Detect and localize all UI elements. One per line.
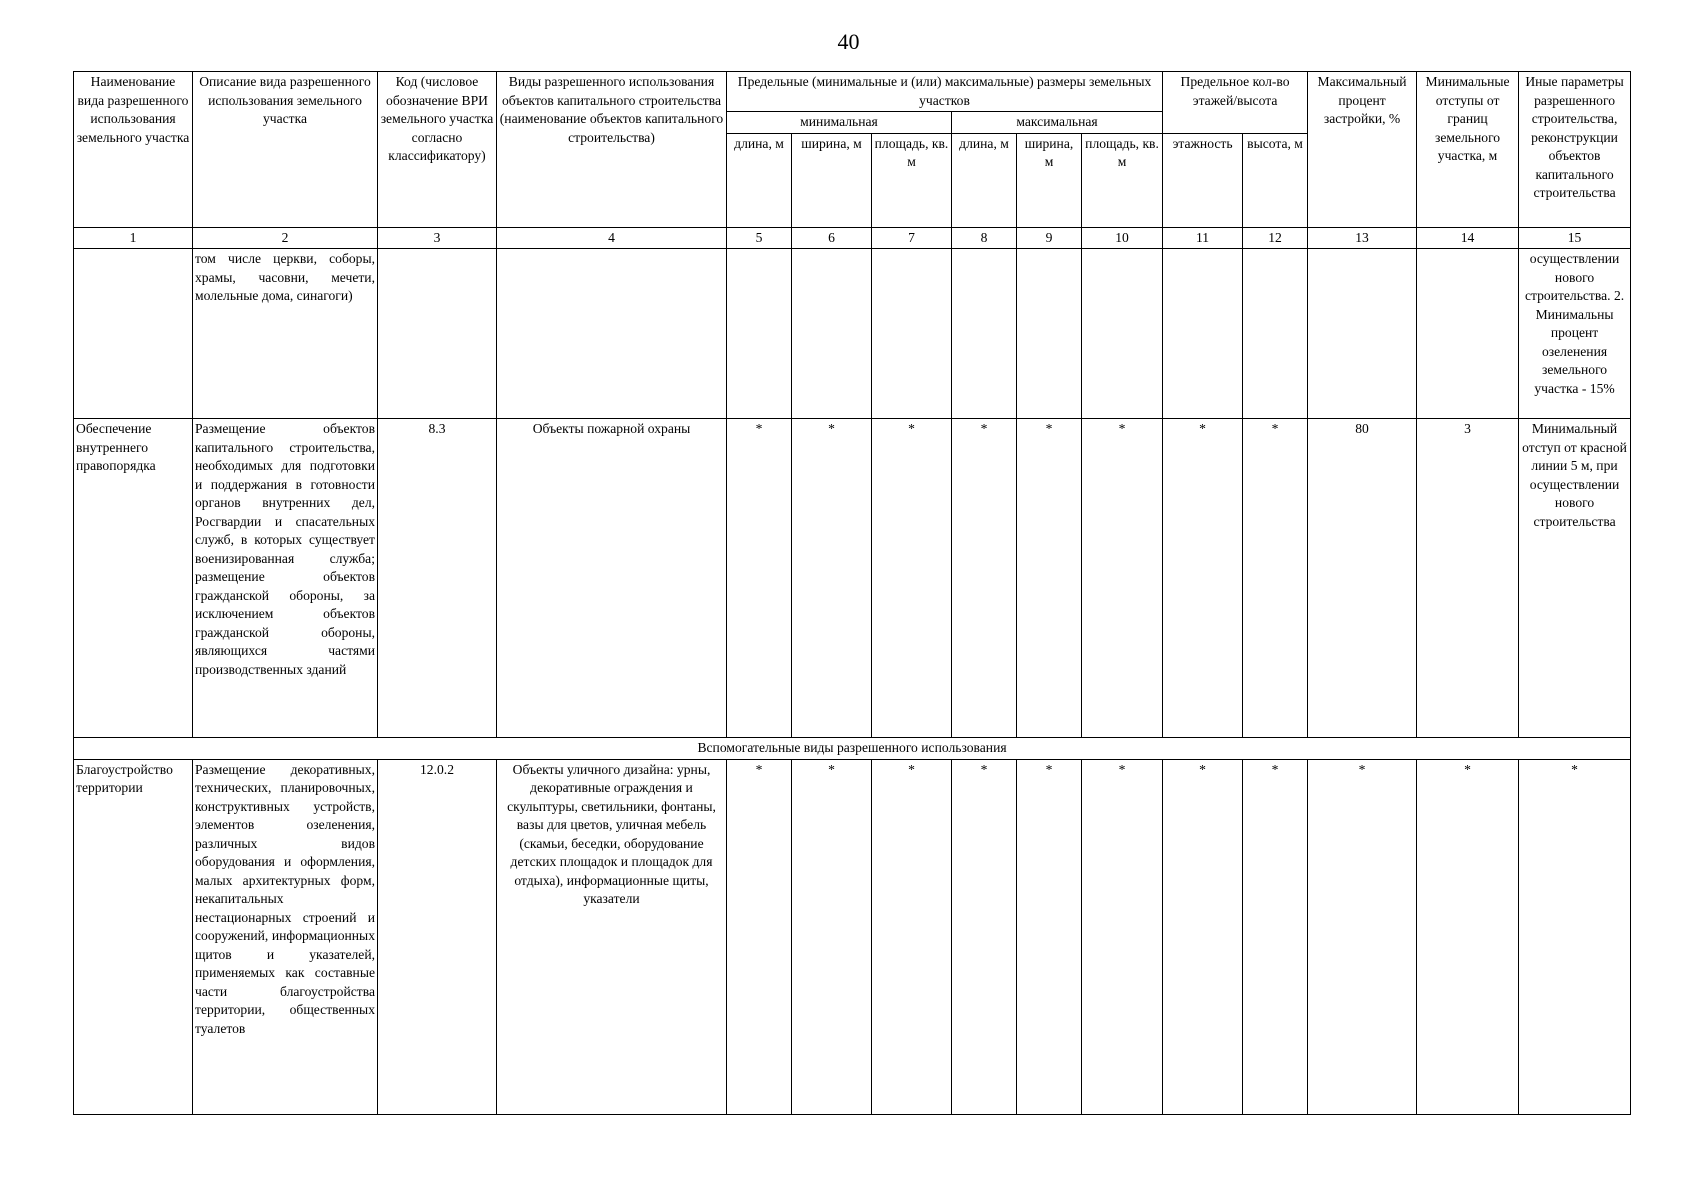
cell-description: Размещение декоративных, технических, планировочных, конструктивных устройств, элементов озеленения, различных видов оборудования и оформления, малых архитектурных форм, некапитальных нестационарных строений и сооружений, информационных щитов и указателей, применяемых как составные части благоустройства территории, общественных туалетов — [193, 759, 378, 1114]
cell-description: Размещение объектов капитального строительства, необходимых для подготовки и поддержания в готовности органов внутренних дел, Росгвардии и спасательных служб, в которых существует военизированная служба; размещение объектов гражданской обороны, за исключением объектов гражданской обороны, являющихся частями производственных зданий — [193, 419, 378, 738]
cell-value: * — [952, 419, 1017, 738]
col-number: 2 — [193, 227, 378, 249]
col-number: 9 — [1017, 227, 1082, 249]
cell-value: * — [727, 759, 792, 1114]
col-number: 13 — [1308, 227, 1417, 249]
col-number: 11 — [1163, 227, 1243, 249]
header-objects: Виды разрешенного использования объектов капитального строительства (наименование объектов капитального строительства) — [497, 72, 727, 228]
page-number: 40 — [837, 29, 860, 54]
cell-value — [1017, 249, 1082, 419]
header-group-sizes: Предельные (минимальные и (или) максимальные) размеры земельных участков — [727, 72, 1163, 112]
table-row — [74, 419, 1631, 738]
cell-value: * — [1163, 419, 1243, 738]
land-use-table — [73, 71, 1631, 1115]
cell-value: * — [1417, 759, 1519, 1114]
cell-value — [1243, 249, 1308, 419]
header-code: Код (числовое обозначение ВРИ земельного участка согласно классификатору) — [378, 72, 497, 228]
header-max-width: ширина, м — [1017, 133, 1082, 227]
cell-objects — [497, 249, 727, 419]
cell-value — [872, 249, 952, 419]
cell-name: Обеспечение внутреннего правопорядка — [74, 419, 193, 738]
cell-value: 80 — [1308, 419, 1417, 738]
cell-objects: Объекты пожарной охраны — [497, 419, 727, 738]
cell-value: * — [1017, 419, 1082, 738]
header-min-area: площадь, кв. м — [872, 133, 952, 227]
cell-objects: Объекты уличного дизайна: урны, декоративные ограждения и скульптуры, светильники, фонтаны, вазы для цветов, уличная мебель (скамьи, беседки, оборудование детских площадок и площадок для отдыха), информационные щиты, указатели — [497, 759, 727, 1114]
col-number: 14 — [1417, 227, 1519, 249]
col-number: 3 — [378, 227, 497, 249]
col-number: 15 — [1519, 227, 1631, 249]
cell-value: * — [1017, 759, 1082, 1114]
col-number: 1 — [74, 227, 193, 249]
section-title: Вспомогательные виды разрешенного использования — [74, 738, 1631, 760]
cell-name: Благоустройство территории — [74, 759, 193, 1114]
cell-code: 8.3 — [378, 419, 497, 738]
header-max-area: площадь, кв. м — [1082, 133, 1163, 227]
header-sub-max: максимальная — [952, 112, 1163, 134]
header-sub-min: минимальная — [727, 112, 952, 134]
cell-value: * — [792, 759, 872, 1114]
cell-value: * — [952, 759, 1017, 1114]
header-other-params: Иные параметры разрешенного строительства, реконструкции объектов капитального строительства — [1519, 72, 1631, 228]
cell-value — [1417, 249, 1519, 419]
header-group-floors: Предельное кол-во этажей/высота — [1163, 72, 1308, 134]
cell-value: * — [792, 419, 872, 738]
header-height: высота, м — [1243, 133, 1308, 227]
col-number: 8 — [952, 227, 1017, 249]
header-floors: этажность — [1163, 133, 1243, 227]
cell-code: 12.0.2 — [378, 759, 497, 1114]
header-max-percent: Максимальный процент застройки, % — [1308, 72, 1417, 228]
cell-other: осуществлении нового строительства. 2. Минимальны процент озеленения земельного участка - 15% — [1519, 249, 1631, 419]
cell-value: * — [872, 419, 952, 738]
cell-value — [952, 249, 1017, 419]
cell-value: 3 — [1417, 419, 1519, 738]
cell-value: * — [1163, 759, 1243, 1114]
header-min-setback: Минимальные отступы от границ земельного участка, м — [1417, 72, 1519, 228]
column-numbers-row — [74, 227, 1631, 249]
cell-value — [1163, 249, 1243, 419]
cell-description: том числе церкви, соборы, храмы, часовни, мечети, молельные дома, синагоги) — [193, 249, 378, 419]
col-number: 12 — [1243, 227, 1308, 249]
section-row — [74, 738, 1631, 760]
cell-code — [378, 249, 497, 419]
table-row — [74, 249, 1631, 419]
cell-value: * — [1243, 759, 1308, 1114]
cell-value: * — [1082, 759, 1163, 1114]
cell-other: Минимальный отступ от красной линии 5 м, при осуществлении нового строительства — [1519, 419, 1631, 738]
cell-value: * — [1082, 419, 1163, 738]
cell-other: * — [1519, 759, 1631, 1114]
cell-value — [1308, 249, 1417, 419]
cell-name — [74, 249, 193, 419]
col-number: 7 — [872, 227, 952, 249]
cell-value: * — [1243, 419, 1308, 738]
cell-value — [792, 249, 872, 419]
header-min-width: ширина, м — [792, 133, 872, 227]
cell-value: * — [727, 419, 792, 738]
col-number: 6 — [792, 227, 872, 249]
cell-value: * — [1308, 759, 1417, 1114]
header-description: Описание вида разрешенного использования земельного участка — [193, 72, 378, 228]
table-row — [74, 759, 1631, 1114]
col-number: 10 — [1082, 227, 1163, 249]
col-number: 4 — [497, 227, 727, 249]
header-min-length: длина, м — [727, 133, 792, 227]
col-number: 5 — [727, 227, 792, 249]
header-name: Наименование вида разрешенного использования земельного участка — [74, 72, 193, 228]
header-max-length: длина, м — [952, 133, 1017, 227]
cell-value: * — [872, 759, 952, 1114]
header-row-1 — [74, 72, 1631, 112]
cell-value — [727, 249, 792, 419]
cell-value — [1082, 249, 1163, 419]
